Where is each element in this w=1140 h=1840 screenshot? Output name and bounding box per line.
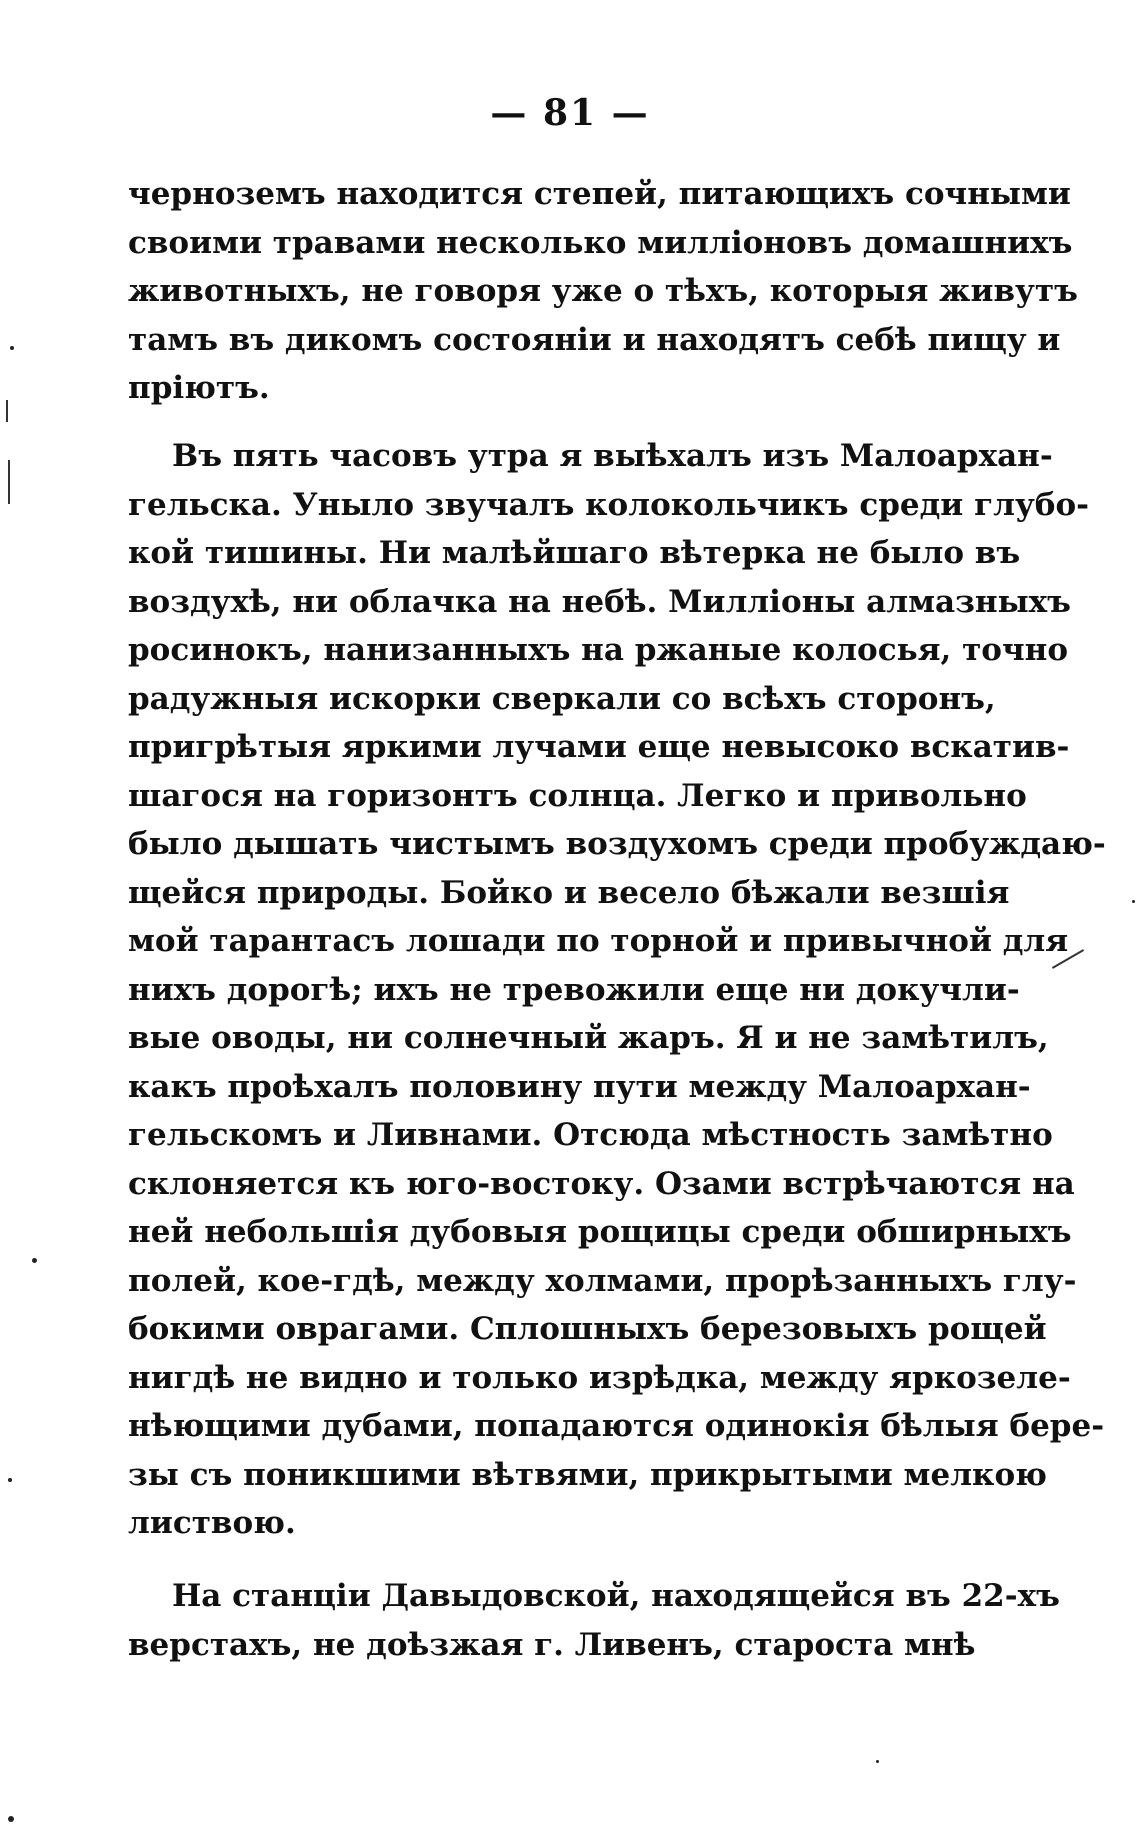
scan-speck bbox=[8, 1816, 14, 1822]
scan-speck bbox=[8, 1478, 12, 1482]
text-line: вые оводы, ни солнечный жаръ. Я и не замѣтилъ, bbox=[128, 1020, 1049, 1056]
text-line: склоняется къ юго-востоку. Озами встрѣчаются на bbox=[128, 1165, 1075, 1202]
text-line: нѣющими дубами, попадаются одинокiя бѣлыя бере- bbox=[128, 1408, 1105, 1444]
text-line: зы съ поникшими вѣтвями, прикрытыми мелкою bbox=[128, 1456, 1047, 1493]
scan-speck bbox=[1132, 900, 1135, 903]
text-line: На станцiи Давыдовской, находящейся въ 22-хъ bbox=[172, 1578, 1060, 1614]
text-line: шагося на горизонтъ солнца. Легко и привольно bbox=[128, 777, 1027, 814]
text-line: тамъ въ дикомъ состоянiи и находятъ себѣ пищу и bbox=[128, 321, 1061, 358]
scan-speck bbox=[32, 1258, 37, 1263]
scan-speck bbox=[876, 1760, 879, 1763]
text-line: пригрѣтыя яркими лучами еще невысоко вскатив- bbox=[128, 729, 1070, 765]
paragraph-journey bbox=[128, 432, 1106, 1548]
text-line: кой тишины. Ни малѣйшаго вѣтерка не было въ bbox=[128, 535, 1021, 571]
paragraph-continued bbox=[128, 170, 1078, 413]
text-line: воздухѣ, ни облачка на небѣ. Миллiоны алмазныхъ bbox=[128, 583, 1071, 620]
text-line: нихъ дорогѣ; ихъ не тревожили еще ни докучли- bbox=[128, 971, 1020, 1008]
text-line: нигдѣ не видно и только изрѣдка, между яркозеле- bbox=[128, 1359, 1071, 1396]
text-line: мой тарантасъ лошади по торной и привычной для bbox=[128, 923, 1069, 959]
text-line: своими травами несколько миллiоновъ домашнихъ bbox=[128, 224, 1073, 261]
scan-speck bbox=[10, 346, 14, 350]
text-line: радужныя искорки сверкали со всѣхъ сторонъ, bbox=[128, 680, 996, 717]
text-line: прiютъ. bbox=[128, 370, 270, 406]
page-number: — 81 — bbox=[490, 92, 650, 134]
text-line: черноземъ находится степей, питающихъ сочными bbox=[128, 176, 1071, 212]
text-line: росинокъ, нанизанныхъ на ржаные колосья, точно bbox=[128, 632, 1069, 668]
text-line: какъ проѣхалъ половину пути между Малоархан- bbox=[128, 1068, 1031, 1105]
text-line: гельска. Уныло звучалъ колокольчикъ среди глубо- bbox=[128, 486, 1090, 523]
text-line: листвою. bbox=[128, 1505, 296, 1541]
text-line: верстахъ, не доѣзжая г. Ливенъ, староста мнѣ bbox=[128, 1626, 976, 1663]
text-line: ней небольшiя дубовыя рощицы среди обширныхъ bbox=[128, 1214, 1072, 1250]
paragraph-station bbox=[128, 1572, 1060, 1669]
text-line: животныхъ, не говоря уже о тѣхъ, которыя живутъ bbox=[128, 273, 1078, 309]
text-line: Въ пять часовъ утра я выѣхалъ изъ Малоархан- bbox=[172, 438, 1053, 474]
text-line: полей, кое-гдѣ, между холмами, прорѣзанныхъ глу- bbox=[128, 1262, 1077, 1299]
text-line: было дышать чистымъ воздухомъ среди пробуждаю- bbox=[128, 826, 1106, 862]
text-line: щейся природы. Бойко и весело бѣжали везшiя bbox=[128, 874, 1010, 911]
scan-mark bbox=[6, 400, 8, 422]
text-line: бокими оврагами. Сплошныхъ березовыхъ рощей bbox=[128, 1311, 1047, 1347]
text-line: гельскомъ и Ливнами. Отсюда мѣстность замѣтно bbox=[128, 1117, 1053, 1153]
scan-mark bbox=[8, 460, 10, 504]
